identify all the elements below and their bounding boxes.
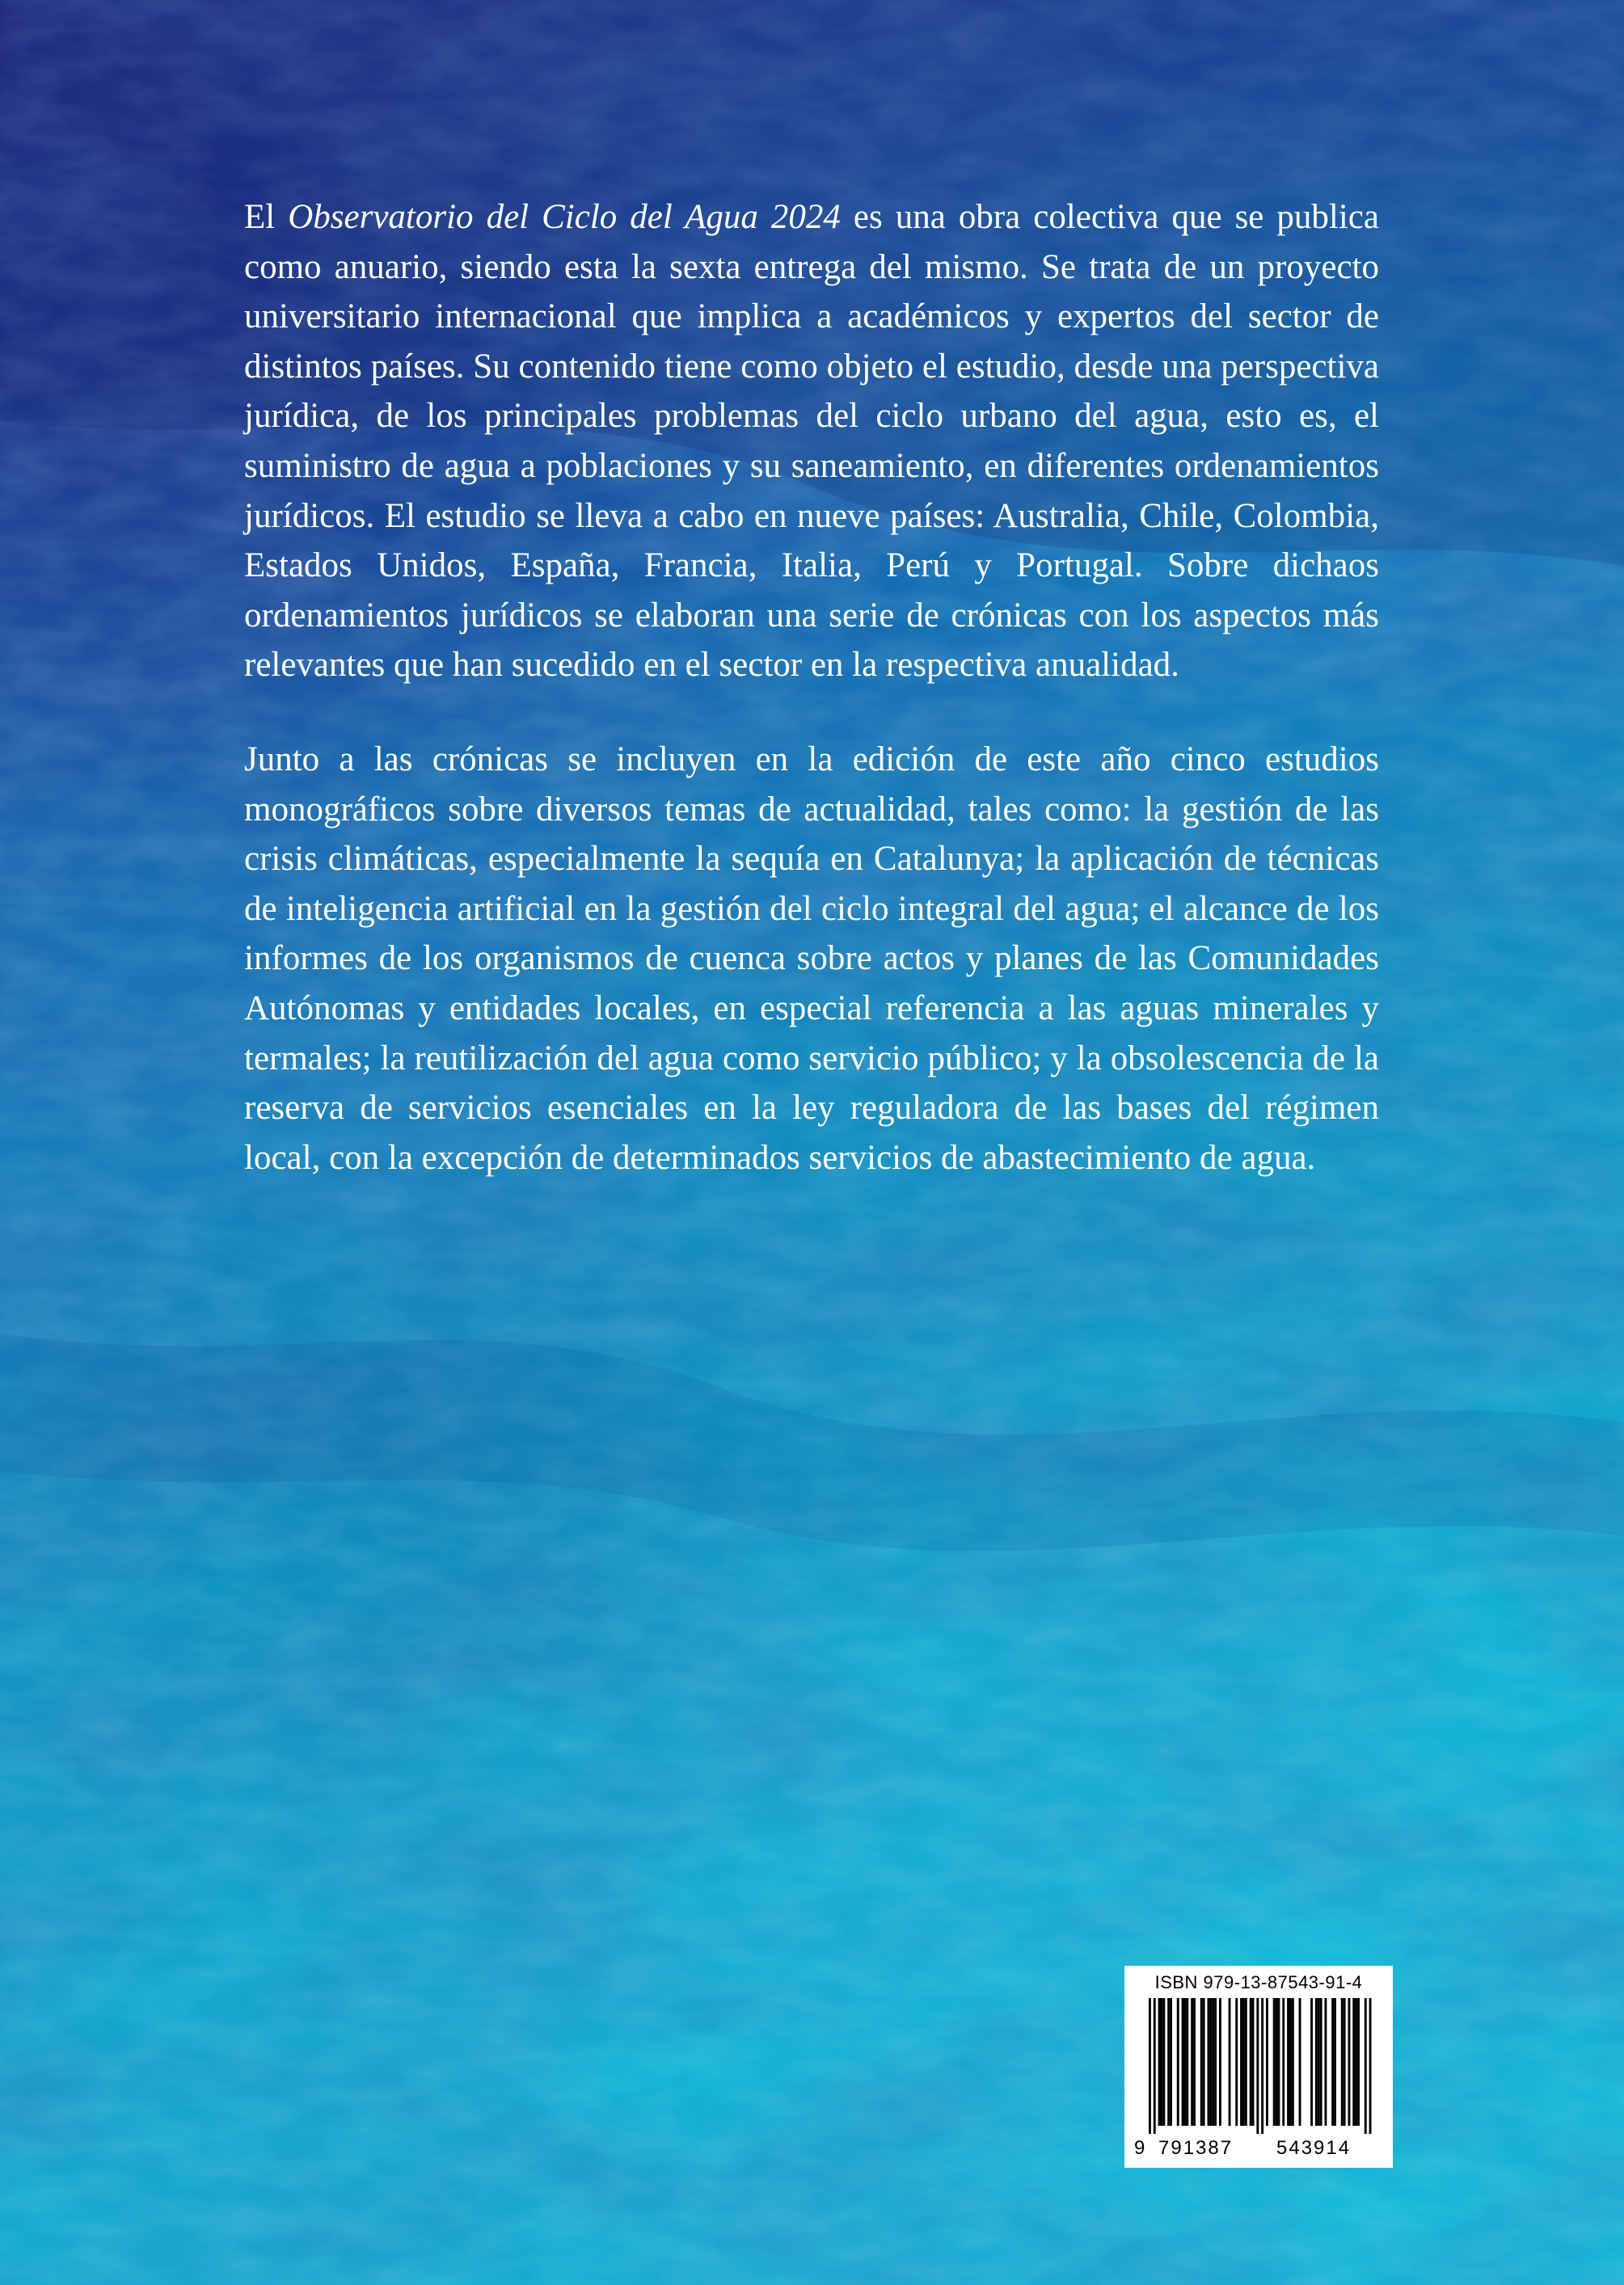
barcode-bar [1235,1998,1238,2126]
paragraph-body: es una obra colectiva que se publica como anuario, siendo esta la sexta entrega del mismo. Se trata de un proyecto universitario internacional que implica a académicos y expertos del sector de distintos países. Su contenido tiene como objeto el estudio, desde una perspectiva jurídica, de los principales problemas del ciclo urbano del agua, esto es, el suministro de agua a poblaciones y su saneamiento, en diferentes ordenamientos jurídicos. El estudio se lleva a cabo en nueve países: Australia, Chile, Colombia, Estados Unidos, España, Francia, Italia, Perú y Portugal. Sobre dichaos ordenamientos jurídicos se elaboran una serie de crónicas con los aspectos más relevantes que han sucedido en el sector en la respectiva anualidad. [244,198,1379,685]
barcode-bar [1299,1998,1301,2126]
barcode-bar [1154,1998,1156,2134]
barcode-bar [1276,1998,1278,2126]
barcode-bar [1343,1998,1346,2126]
barcode-bar [1191,1998,1193,2126]
isbn-label: ISBN 979-13-87543-91-4 [1154,1972,1363,1992]
barcode-bar [1352,1998,1355,2126]
barcode-bar [1208,1998,1210,2126]
barcode-bar [1162,1998,1165,2126]
barcode-bar [1250,1998,1252,2126]
barcode-bar [1369,1998,1372,2134]
barcode-bar [1273,1998,1276,2126]
barcode-bar [1334,1998,1336,2126]
barcode-bar [1315,1998,1318,2126]
blurb-text [244,192,1379,1183]
barcode-bar [1229,1998,1231,2126]
barcode-bar [1266,1998,1268,2126]
barcode-bar [1341,1998,1343,2126]
barcode-bar [1177,1998,1179,2126]
barcode-bar [1287,1998,1289,2126]
barcode-bar [1245,1998,1247,2126]
barcode-bar [1203,1998,1205,2126]
barcode-bar [1348,1998,1351,2126]
barcode-bar [1261,1998,1263,2134]
barcode-icon [1133,1998,1385,2135]
barcode-bar [1242,1998,1245,2126]
barcode-bar [1240,1998,1242,2126]
barcode-bar [1167,1998,1170,2126]
barcode-bar [1170,1998,1172,2126]
barcode-bar [1182,1998,1184,2126]
barcode-bar [1331,1998,1334,2126]
barcode-bar [1186,1998,1188,2126]
barcode-bar [1289,1998,1292,2126]
barcode-digits-right: 543914 [1276,2137,1352,2159]
isbn-barcode-box [1124,1966,1393,2168]
barcode-bar [1365,1998,1367,2134]
barcode-bar [1292,1998,1294,2126]
blurb-paragraph-1 [244,192,1379,690]
barcode-bar [1310,1998,1313,2126]
barcode-digit-first: 9 [1134,2137,1147,2159]
barcode-bar [1209,1998,1212,2126]
blurb-paragraph-2: Junto a las crónicas se incluyen en la edición de este año cinco estudios monográficos sobre diversos temas de actualidad, tales como: la gestión de las crisis climáticas, especialmente la sequía en Catalunya; la aplicación de técnicas de inteligencia artificial en la gestión del ciclo integral del agua; el alcance de los informes de los organismos de cuenca sobre actos y planes de las Comunidades Autónomas y entidades locales, en especial referencia a las aguas minerales y termales; la reutilización del agua como servicio público; y la obsolescencia de la reserva de servicios esenciales en la ley reguladora de las bases del régimen local, con la excepción de determinados servicios de abastecimiento de agua. [244,740,1379,1177]
barcode-bar [1200,1998,1203,2126]
paragraph-lead: El [244,198,289,236]
barcode-bar [1214,1998,1217,2126]
barcode-bar [1355,1998,1357,2126]
barcode-bar [1320,1998,1322,2126]
barcode-bar [1149,1998,1151,2134]
barcode-bar [1184,1998,1187,2126]
barcode-bar [1252,1998,1255,2126]
barcode-bar [1212,1998,1214,2126]
barcode-bar [1256,1998,1259,2134]
barcode-bar [1161,1998,1163,2126]
barcode-bar [1325,1998,1327,2126]
barcode-bar [1278,1998,1280,2126]
barcode-bar [1357,1998,1360,2126]
book-title: Observatorio del Ciclo del Agua 2024 [288,198,841,236]
barcode-bar [1282,1998,1284,2126]
barcode-digits-left: 791387 [1158,2137,1234,2159]
barcode-bar [1193,1998,1196,2126]
barcode-bar [1219,1998,1221,2126]
barcode-bar [1158,1998,1161,2126]
barcode-bar [1318,1998,1320,2126]
